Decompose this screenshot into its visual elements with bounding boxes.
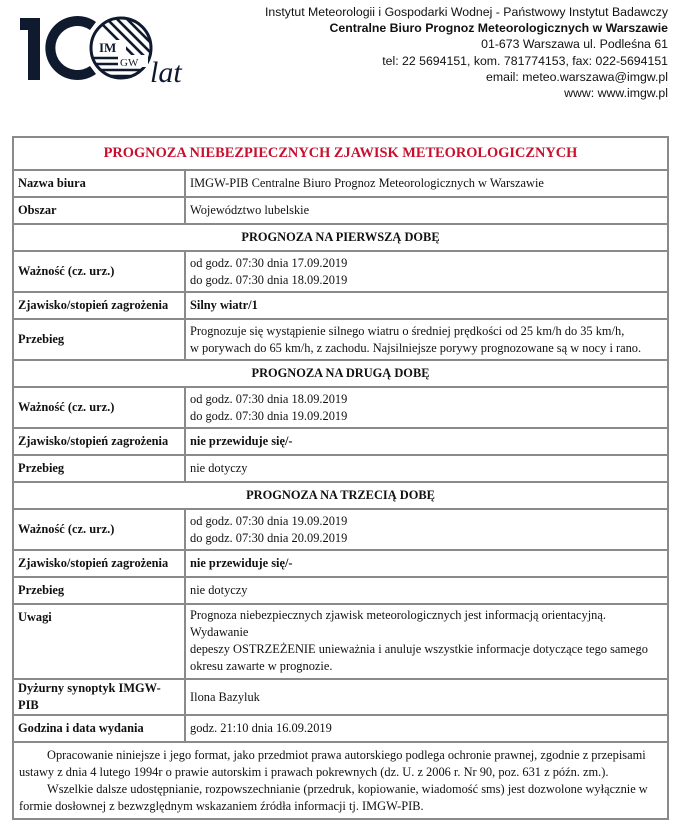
day1-validity-value bbox=[185, 251, 668, 292]
day1-phenomenon-label: Zjawisko/stopień zagrożenia bbox=[13, 292, 185, 319]
copyright-row bbox=[13, 742, 668, 819]
area-value: Województwo lubelskie bbox=[185, 197, 668, 224]
logo-lat-text: lat bbox=[150, 56, 182, 89]
remarks-label: Uwagi bbox=[13, 604, 185, 679]
day2-validity-value bbox=[185, 387, 668, 428]
issued-label: Godzina i data wydania bbox=[13, 715, 185, 742]
issued-value: godz. 21:10 dnia 16.09.2019 bbox=[185, 715, 668, 742]
day3-course-value: nie dotyczy bbox=[185, 577, 668, 604]
phone-numbers: tel: 22 5694151, kom. 781774153, fax: 022-5694151 bbox=[382, 53, 668, 68]
day1-course-label: Przebieg bbox=[13, 319, 185, 360]
day3-validity-to: do godz. 07:30 dnia 20.09.2019 bbox=[190, 530, 348, 545]
day3-validity-row bbox=[13, 509, 668, 550]
office-label: Nazwa biura bbox=[13, 170, 185, 197]
day2-validity-to: do godz. 07:30 dnia 19.09.2019 bbox=[190, 408, 348, 423]
day1-course-line1: Prognozuje się wystąpienie silnego wiatru o średniej prędkości od 25 km/h do 35 km/h, bbox=[190, 323, 625, 338]
office-name: Centralne Biuro Prognoz Meteorologicznych w Warszawie bbox=[329, 21, 668, 36]
imgw-100-years-logo bbox=[18, 10, 198, 90]
day2-course-value: nie dotyczy bbox=[185, 455, 668, 482]
day2-phenomenon-value: nie przewiduje się/- bbox=[185, 428, 668, 455]
issued-row bbox=[13, 715, 668, 742]
day3-heading: PROGNOZA NA TRZECIĄ DOBĘ bbox=[13, 482, 668, 509]
logo-digit-one bbox=[20, 18, 40, 80]
address: 01-673 Warszawa ul. Podleśna 61 bbox=[481, 37, 668, 52]
day1-phenomenon-value: Silny wiatr/1 bbox=[185, 292, 668, 319]
day2-validity-row bbox=[13, 387, 668, 428]
copyright-notice bbox=[13, 742, 668, 819]
website-link[interactable]: www: www.imgw.pl bbox=[564, 86, 668, 101]
office-row bbox=[13, 170, 668, 197]
title-row bbox=[13, 137, 668, 170]
remarks-value bbox=[185, 604, 668, 679]
institute-name: Instytut Meteorologii i Gospodarki Wodnej - Państwowy Instytut Badawczy bbox=[264, 5, 668, 19]
day3-phenomenon-label: Zjawisko/stopień zagrożenia bbox=[13, 550, 185, 577]
day2-course-row bbox=[13, 455, 668, 482]
day3-heading-row bbox=[13, 482, 668, 509]
day1-validity-from: od godz. 07:30 dnia 17.09.2019 bbox=[190, 255, 348, 270]
forecaster-row bbox=[13, 679, 668, 715]
day1-course-line2: w porywach do 65 km/h, z zachodu. Najsilniejsze porywy prognozowane są w nocy i rano. bbox=[190, 340, 642, 355]
day1-validity-label: Ważność (cz. urz.) bbox=[13, 251, 185, 292]
day3-validity-from: od godz. 07:30 dnia 19.09.2019 bbox=[190, 513, 348, 528]
area-row bbox=[13, 197, 668, 224]
day2-heading-row bbox=[13, 360, 668, 387]
day2-validity-from: od godz. 07:30 dnia 18.09.2019 bbox=[190, 391, 348, 406]
day2-validity-label: Ważność (cz. urz.) bbox=[13, 387, 185, 428]
day2-course-label: Przebieg bbox=[13, 455, 185, 482]
day3-course-row bbox=[13, 577, 668, 604]
day3-course-label: Przebieg bbox=[13, 577, 185, 604]
day3-validity-label: Ważność (cz. urz.) bbox=[13, 509, 185, 550]
email-link[interactable]: email: meteo.warszawa@imgw.pl bbox=[486, 69, 668, 84]
day1-validity-to: do godz. 07:30 dnia 18.09.2019 bbox=[190, 272, 348, 287]
office-value: IMGW-PIB Centralne Biuro Prognoz Meteorologicznych w Warszawie bbox=[185, 170, 668, 197]
day3-phenomenon-value: nie przewiduje się/- bbox=[185, 550, 668, 577]
day1-phenomenon-row bbox=[13, 292, 668, 319]
forecaster-label: Dyżurny synoptyk IMGW-PIB bbox=[13, 679, 185, 715]
day2-heading: PROGNOZA NA DRUGĄ DOBĘ bbox=[13, 360, 668, 387]
letterhead bbox=[0, 0, 675, 120]
remarks-line1: Prognoza niebezpiecznych zjawisk meteorologicznych jest informacją orientacyjną. Wydawanie bbox=[190, 608, 606, 639]
area-label: Obszar bbox=[13, 197, 185, 224]
day1-course-row bbox=[13, 319, 668, 360]
day1-course-value bbox=[185, 319, 668, 360]
institute-contact-block bbox=[265, 4, 668, 101]
document-title: PROGNOZA NIEBEZPIECZNYCH ZJAWISK METEOROLOGICZNYCH bbox=[13, 137, 668, 170]
logo-digit-zero bbox=[45, 16, 96, 80]
remarks-row bbox=[13, 604, 668, 679]
day2-phenomenon-row bbox=[13, 428, 668, 455]
forecast-table bbox=[12, 136, 669, 820]
day3-validity-value bbox=[185, 509, 668, 550]
emblem-im-text: IM bbox=[99, 40, 117, 55]
remarks-line2: depeszy OSTRZEŻENIE unieważnia i anuluje wszystkie informacje dotyczące tego samego bbox=[190, 642, 648, 656]
day1-validity-row bbox=[13, 251, 668, 292]
copyright-paragraph-1: Opracowanie niniejsze i jego format, jako przedmiot prawa autorskiego podlega ochronie prawnej, zgodnie z przepisami ustawy z dnia 4 lutego 1994r o prawie autorskim i prawach pokrewnych (dz. U. z 2006 r. Nr 90, poz. 631 z późn. zm.). bbox=[19, 748, 646, 779]
emblem-gw-text: GW bbox=[120, 57, 139, 69]
day1-heading-row bbox=[13, 224, 668, 251]
day1-heading: PROGNOZA NA PIERWSZĄ DOBĘ bbox=[13, 224, 668, 251]
day2-phenomenon-label: Zjawisko/stopień zagrożenia bbox=[13, 428, 185, 455]
forecaster-value: Ilona Bazyluk bbox=[185, 679, 668, 715]
remarks-line3: okresu zawarte w prognozie. bbox=[190, 659, 333, 673]
copyright-paragraph-2: Wszelkie dalsze udostępnianie, rozpowszechnianie (przedruk, kopiowanie, wiadomość sms) jest dozwolone wyłącznie w formie dosłownej z bezwzględnym wskazaniem źródła informacji tj. IMGW-PIB. bbox=[19, 782, 648, 813]
day3-phenomenon-row bbox=[13, 550, 668, 577]
